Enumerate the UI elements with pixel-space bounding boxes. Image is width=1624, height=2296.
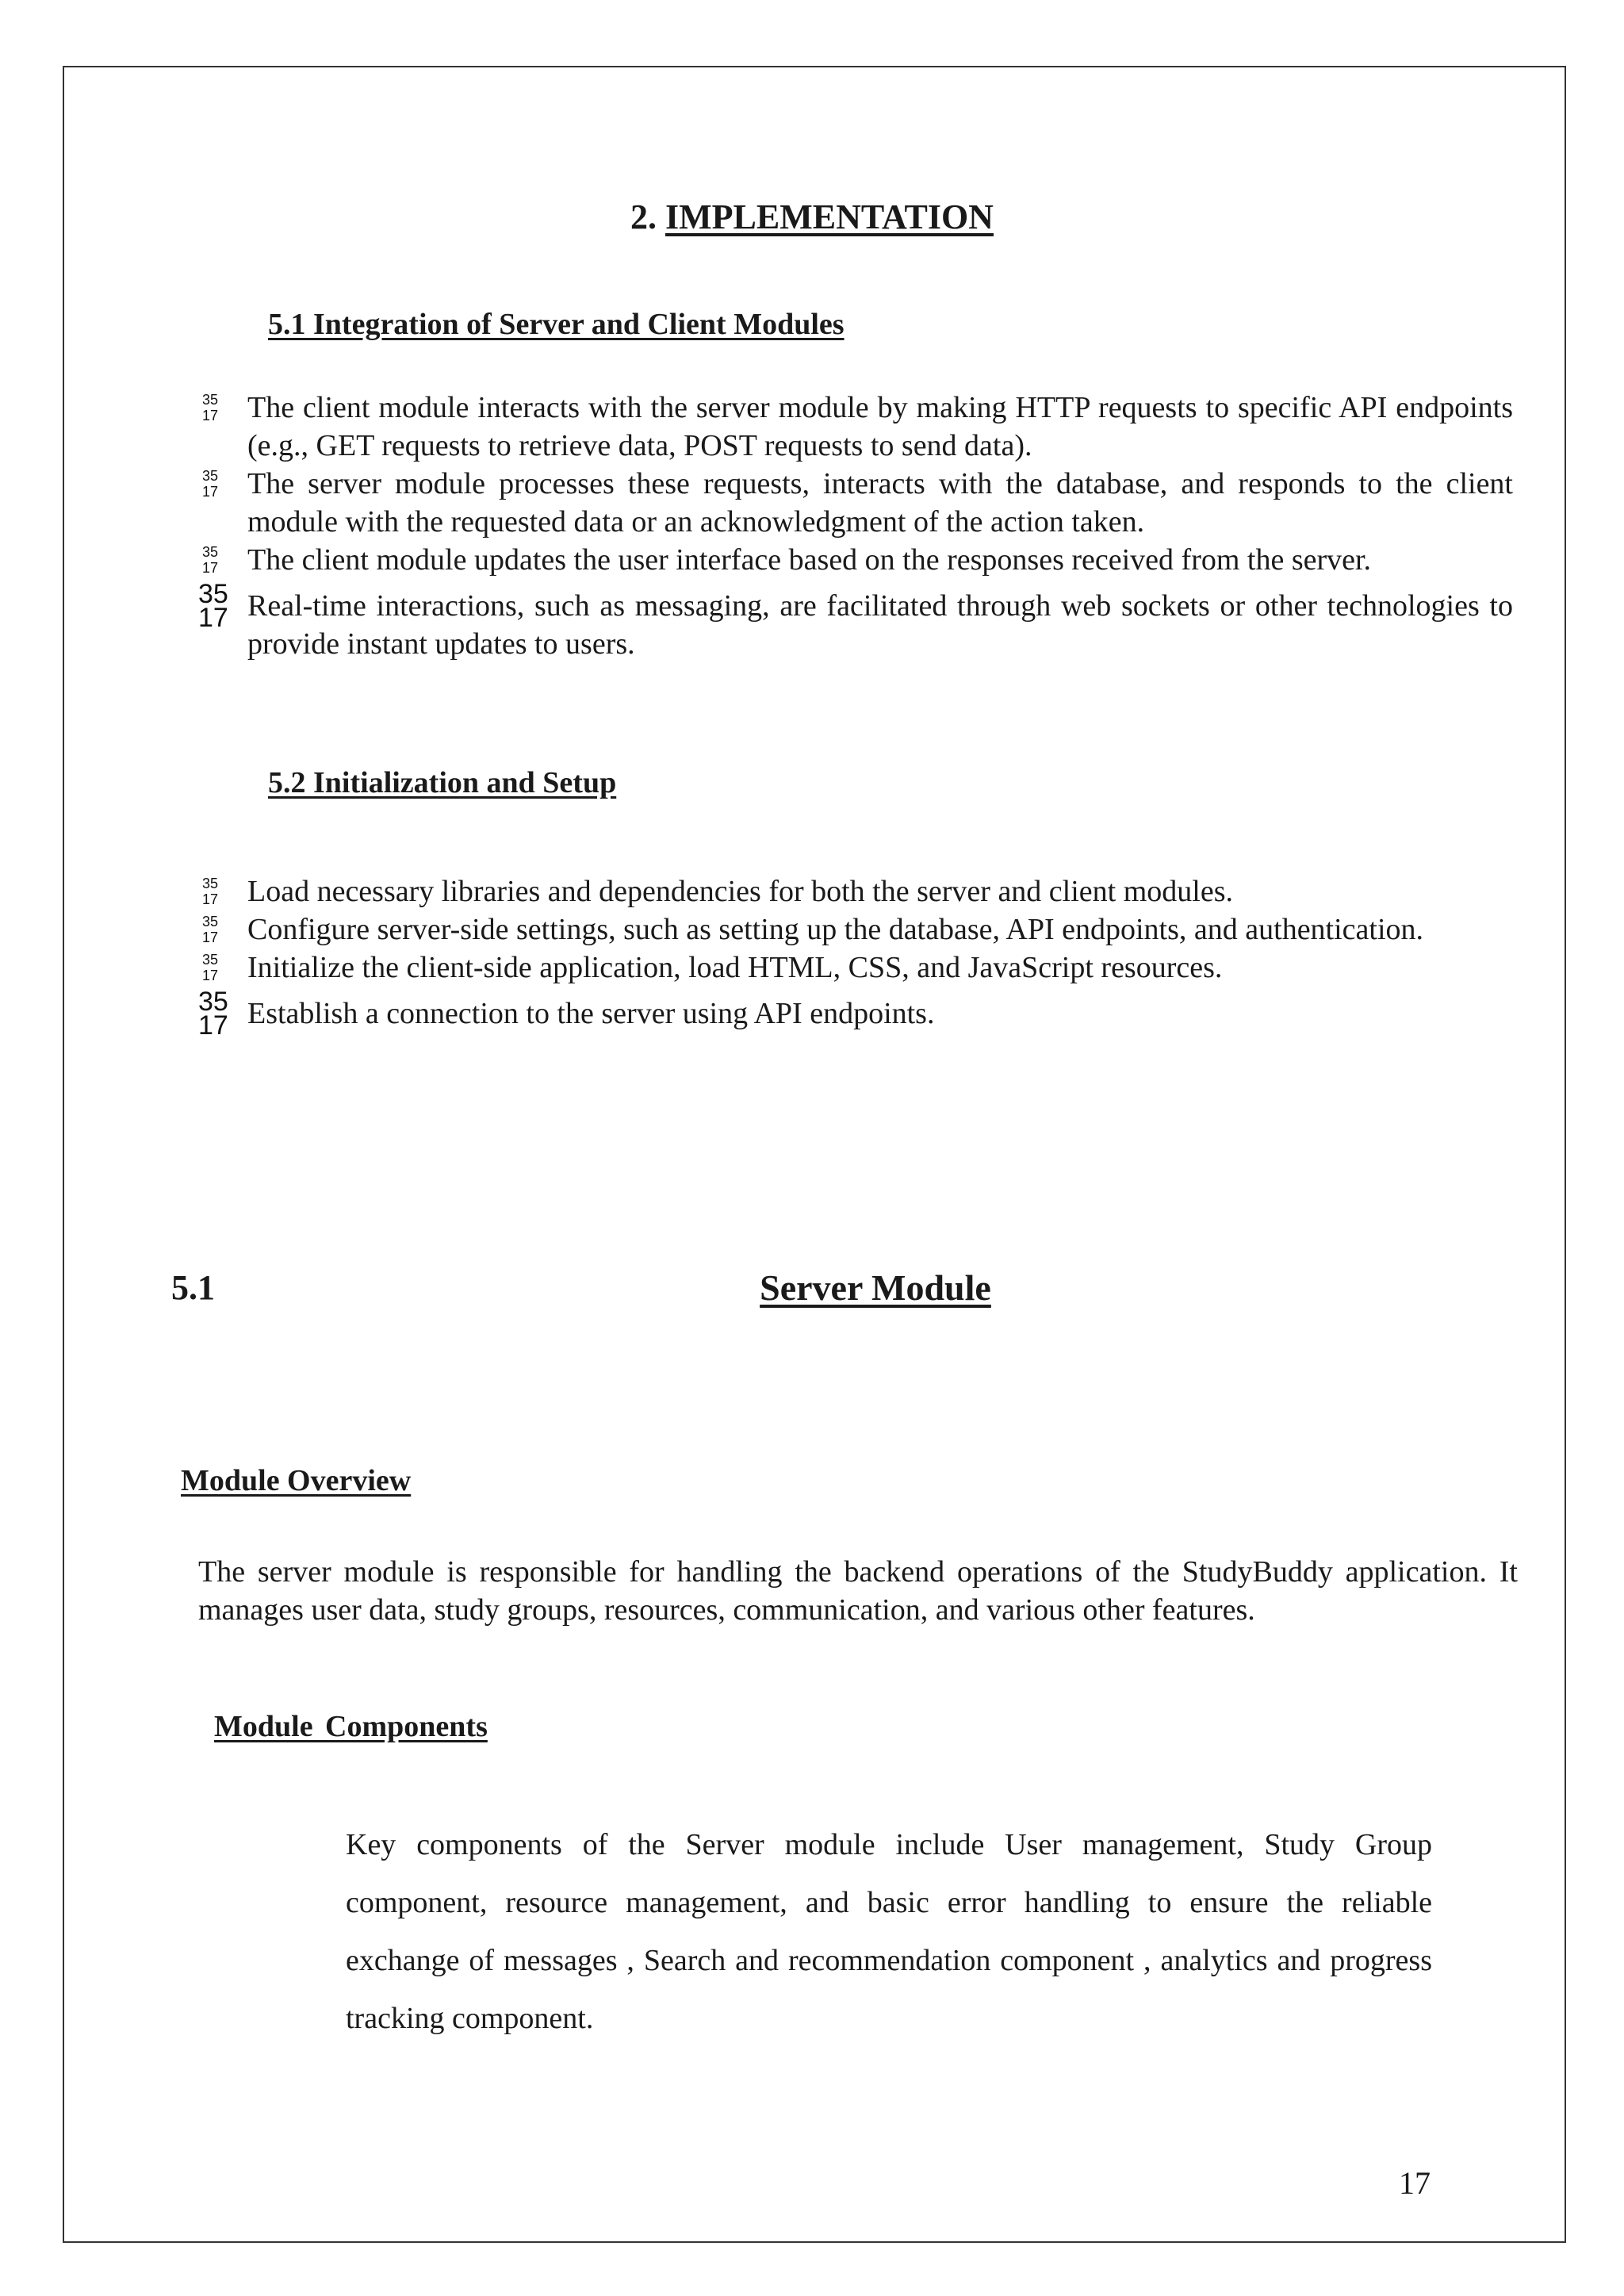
list-item: 35 17 The client module updates the user interface based on the responses received from the server. bbox=[197, 541, 1513, 579]
section-number: 5.1 bbox=[171, 1268, 215, 1307]
list-item: 35 17 The server module processes these requests, interacts with the database, and responds to the client module with the requested data or an acknowledgment of the action taken. bbox=[197, 465, 1513, 541]
section-heading-initialization: 5.2 Initialization and Setup bbox=[268, 766, 617, 799]
section-heading-integration: 5.1 Integration of Server and Client Modules bbox=[268, 308, 845, 341]
list-item: 35 17 The client module interacts with the server module by making HTTP requests to specific API endpoints (e.g., GET requests to retrieve data, POST requests to send data). bbox=[197, 389, 1513, 465]
bullet-mark: 35 17 bbox=[198, 579, 228, 633]
module-components-text: Key components of the Server module include User management, Study Group component, resource management, and basic error handling to ensure the reliable exchange of messages , Search and recommendation component , analytics and progress tracking component. bbox=[346, 1828, 1432, 2035]
integration-bullet-list bbox=[197, 389, 1513, 663]
initialization-bullet-list bbox=[197, 872, 1513, 1041]
list-item: 35 17 Configure server-side settings, such as setting up the database, API endpoints, and authentication. bbox=[197, 910, 1513, 949]
module-components-heading: Module Components bbox=[214, 1710, 488, 1743]
bullet-mark: 35 17 bbox=[201, 392, 219, 424]
list-item: 35 17 Real-time interactions, such as messaging, are facilitated through web sockets or other technologies to provide instant updates to users. bbox=[198, 579, 1513, 661]
list-item: 35 17 Load necessary libraries and dependencies for both the server and client modules. bbox=[197, 872, 1513, 910]
bullet-mark: 35 17 bbox=[201, 876, 219, 907]
chapter-title: 2. IMPLEMENTATION bbox=[630, 197, 994, 236]
bullet-mark: 35 17 bbox=[201, 544, 219, 576]
list-item: 35 17 Initialize the client-side application, load HTML, CSS, and JavaScript resources. bbox=[197, 949, 1513, 987]
bullet-mark: 35 17 bbox=[201, 468, 219, 500]
bullet-mark: 35 17 bbox=[198, 987, 228, 1041]
page-number: 17 bbox=[1399, 2165, 1431, 2201]
list-item: 35 17 Establish a connection to the server using API endpoints. bbox=[198, 987, 935, 1041]
module-overview-heading: Module Overview bbox=[181, 1464, 412, 1497]
bullet-mark: 35 17 bbox=[201, 914, 219, 945]
server-module-title: Server Module bbox=[760, 1267, 991, 1308]
bullet-mark: 35 17 bbox=[201, 952, 219, 983]
module-overview-text: The server module is responsible for handling the backend operations of the StudyBuddy application. It manages user data, study groups, resources, communication, and various other features. bbox=[198, 1555, 1518, 1627]
